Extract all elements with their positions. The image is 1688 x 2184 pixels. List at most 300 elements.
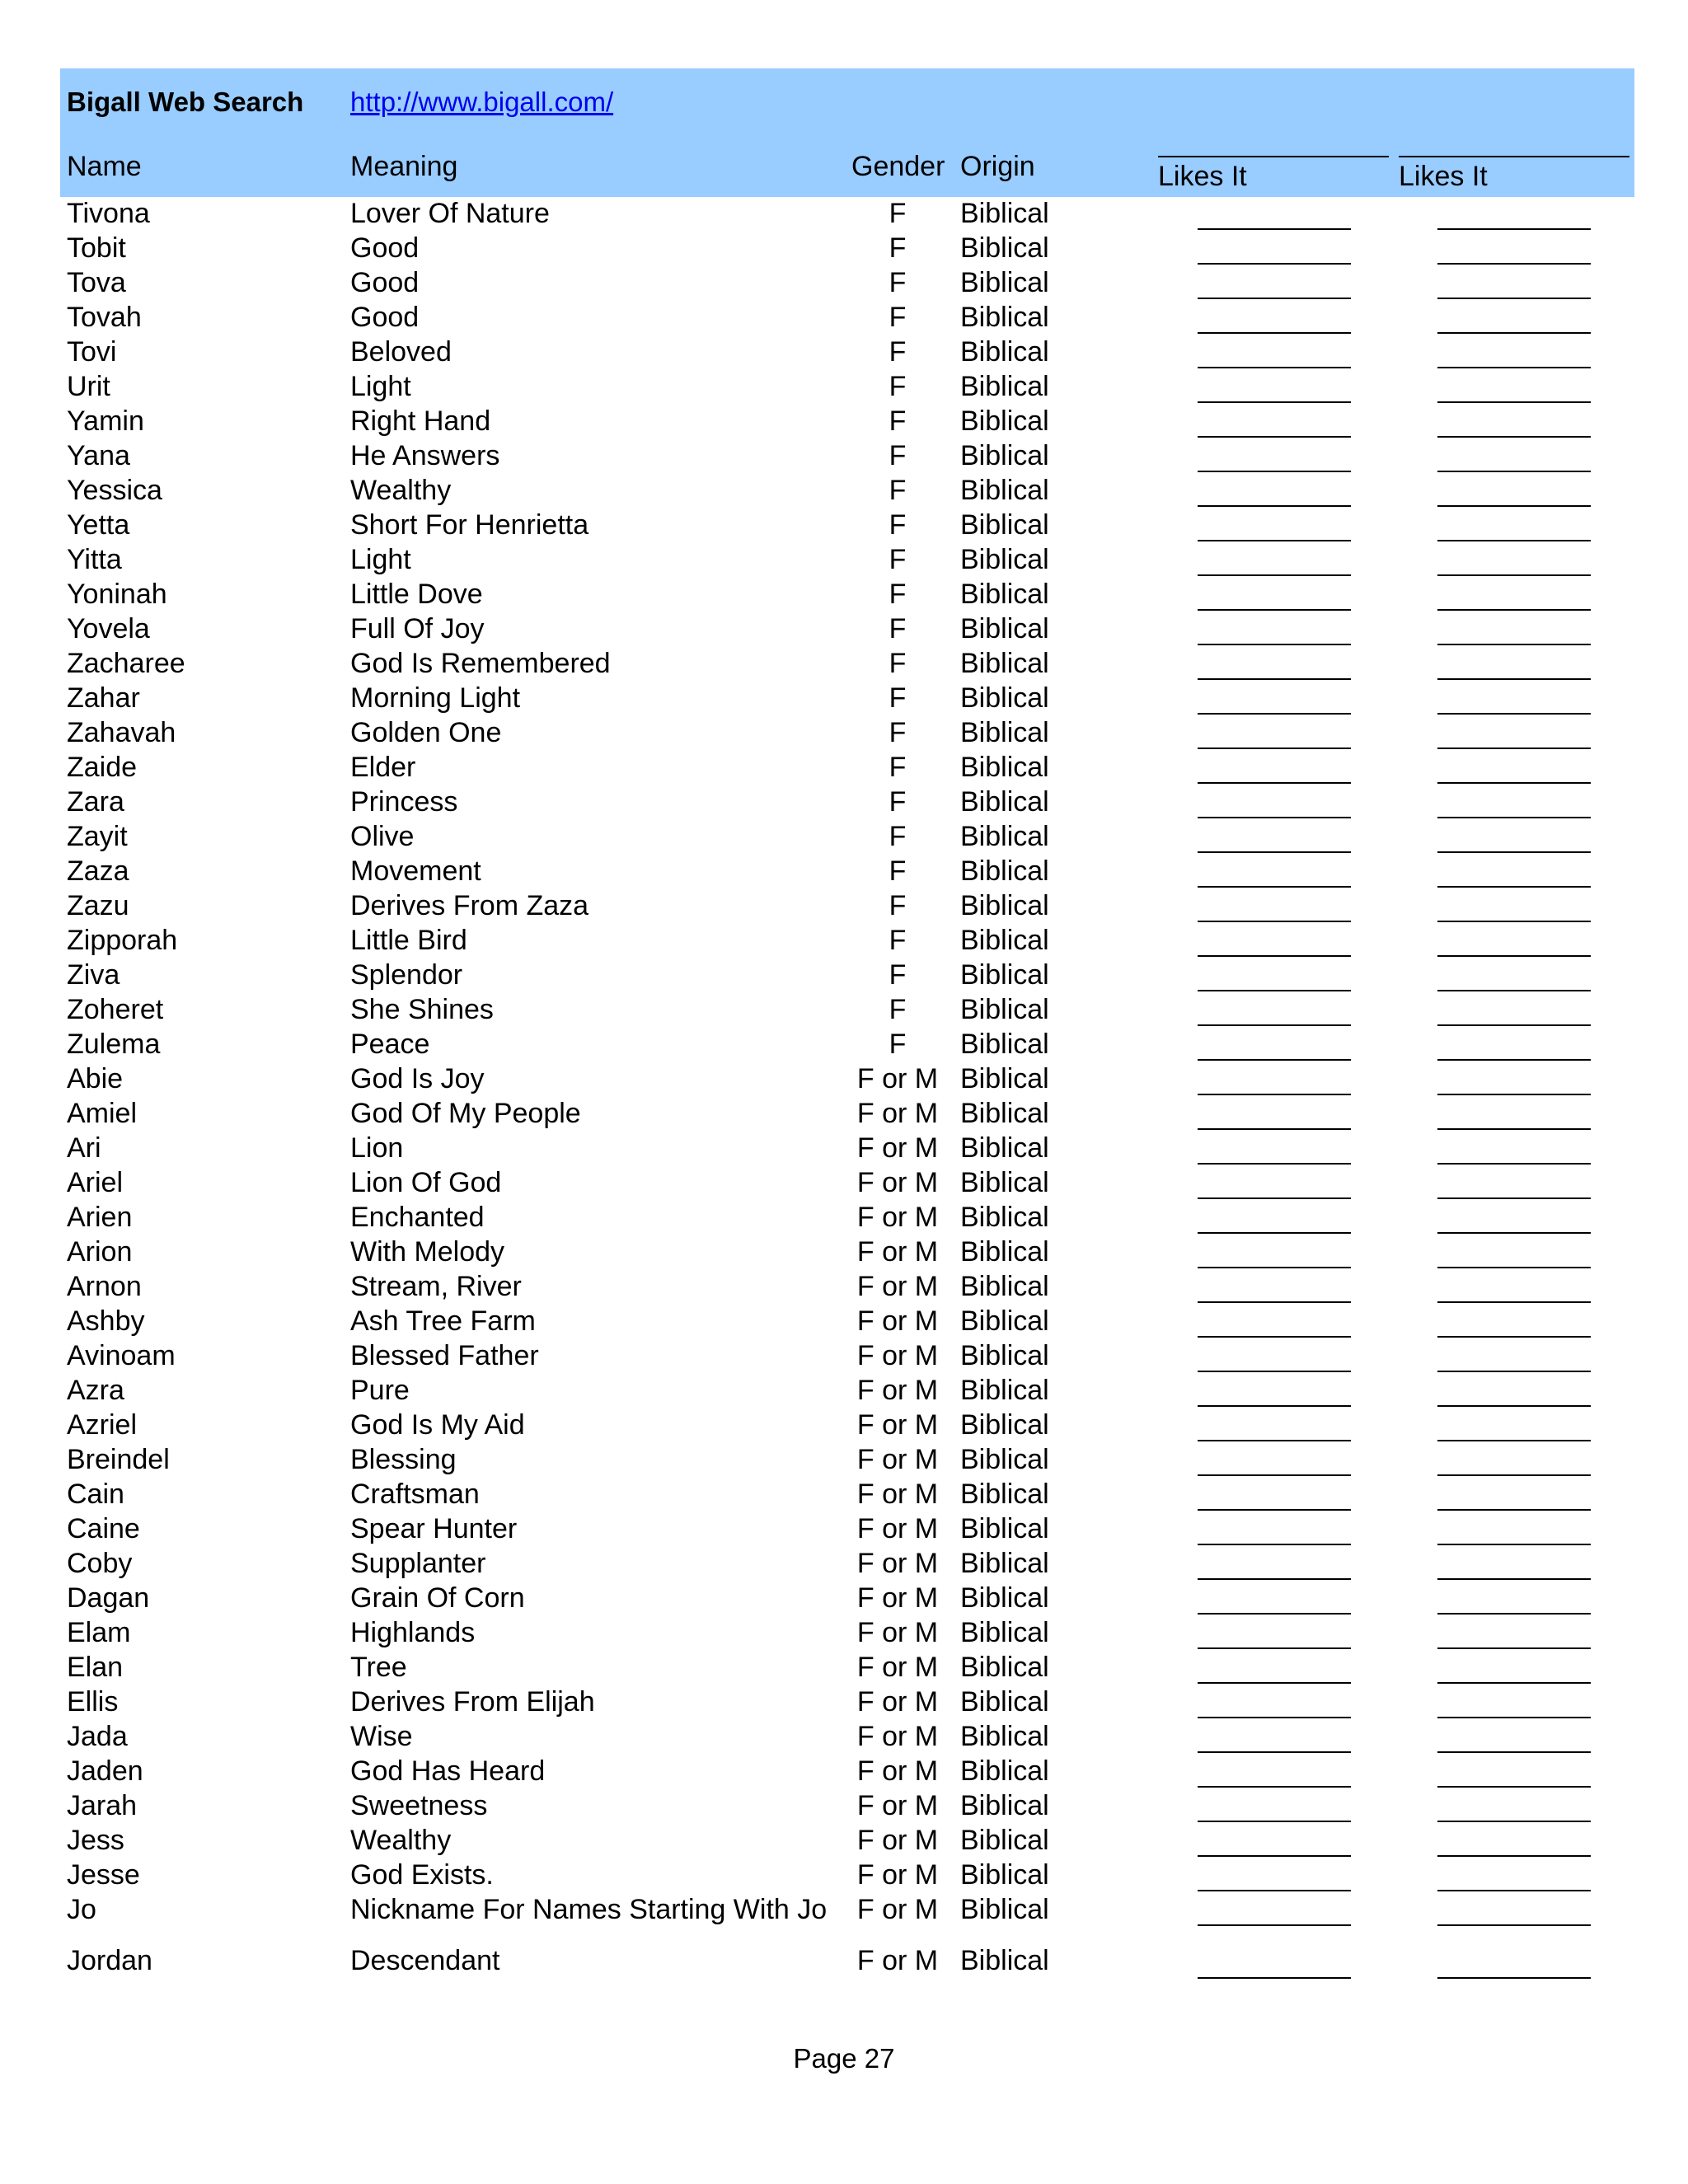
likes-it-blank-2[interactable]	[1437, 713, 1591, 715]
table-row	[60, 232, 1634, 266]
likes-it-blank-2[interactable]	[1437, 263, 1591, 265]
likes-it-blank-2[interactable]	[1437, 574, 1591, 576]
likes-it-blank-2[interactable]	[1437, 367, 1591, 368]
name-cell: Coby	[67, 1548, 133, 1579]
meaning-cell: Lover Of Nature	[350, 198, 550, 229]
page-number: Page 27	[793, 2043, 895, 2074]
meaning-cell: Nickname For Names Starting With Jo	[350, 1894, 828, 1925]
site-link[interactable]: http://www.bigall.com/	[350, 87, 614, 117]
name-cell: Yana	[67, 440, 130, 471]
gender-cell: F	[889, 544, 907, 575]
origin-cell: Biblical	[960, 1305, 1049, 1337]
table-row	[60, 578, 1634, 612]
likes-it-blank-1[interactable]	[1198, 1197, 1351, 1199]
meaning-cell: Short For Henrietta	[350, 509, 589, 541]
likes-it-blank-1[interactable]	[1198, 955, 1351, 957]
likes-it-blank-1[interactable]	[1198, 1405, 1351, 1407]
likes-it-blank-2[interactable]	[1437, 1890, 1591, 1891]
name-cell: Tovah	[67, 302, 142, 333]
origin-cell: Biblical	[960, 1721, 1049, 1752]
likes-it-blank-1[interactable]	[1198, 1786, 1351, 1788]
likes-it-blank-1[interactable]	[1198, 713, 1351, 715]
gender-cell: F or M	[856, 1894, 939, 1925]
meaning-cell: Right Hand	[350, 405, 491, 437]
name-cell: Breindel	[67, 1444, 170, 1475]
origin-cell: Biblical	[960, 959, 1049, 991]
gender-cell: F	[889, 959, 907, 991]
table-row	[60, 889, 1634, 924]
origin-cell: Biblical	[960, 1652, 1049, 1683]
name-cell: Ari	[67, 1132, 101, 1164]
table-row	[60, 1132, 1634, 1166]
table-row	[60, 1789, 1634, 1824]
meaning-cell: Olive	[350, 821, 415, 852]
table-row	[60, 1547, 1634, 1582]
likes-it-blank-1[interactable]	[1198, 886, 1351, 888]
likes-it-blank-1[interactable]	[1198, 921, 1351, 922]
meaning-cell: Wise	[350, 1721, 413, 1752]
origin-cell: Biblical	[960, 1582, 1049, 1614]
origin-cell: Biblical	[960, 1340, 1049, 1371]
name-cell: Zayit	[67, 821, 128, 852]
origin-cell: Biblical	[960, 994, 1049, 1025]
likes-it-blank-1[interactable]	[1198, 1371, 1351, 1372]
table-row	[60, 1374, 1634, 1408]
meaning-cell: Sweetness	[350, 1790, 488, 1821]
origin-cell: Biblical	[960, 1202, 1049, 1233]
meaning-cell: Ash Tree Farm	[350, 1305, 536, 1337]
likes-it-blank-2[interactable]	[1437, 1509, 1591, 1511]
table-row	[60, 716, 1634, 751]
likes-it-blank-2[interactable]	[1437, 1267, 1591, 1268]
likes-it-blank-1[interactable]	[1198, 990, 1351, 991]
meaning-cell: God Exists.	[350, 1859, 494, 1891]
meaning-cell: Good	[350, 302, 420, 333]
likes-it-blank-1[interactable]	[1198, 436, 1351, 438]
gender-cell: F or M	[856, 1825, 939, 1856]
origin-cell: Biblical	[960, 371, 1049, 402]
name-cell: Amiel	[67, 1098, 138, 1129]
gender-cell: F or M	[856, 1686, 939, 1718]
likes-it-blank-1[interactable]	[1198, 678, 1351, 680]
table-row	[60, 1685, 1634, 1720]
likes-it-blank-2[interactable]	[1437, 955, 1591, 957]
origin-cell: Biblical	[960, 1409, 1049, 1441]
likes-it-blank-2[interactable]	[1437, 1821, 1591, 1822]
likes-it-blank-1[interactable]	[1198, 228, 1351, 230]
column-header-meaning: Meaning	[350, 151, 458, 182]
likes-it-blank-1[interactable]	[1198, 1440, 1351, 1441]
gender-cell: F	[889, 890, 907, 921]
meaning-cell: Blessing	[350, 1444, 457, 1475]
likes-it-blank-1[interactable]	[1198, 644, 1351, 645]
likes-it-blank-1[interactable]	[1198, 1821, 1351, 1822]
name-cell: Elan	[67, 1652, 124, 1683]
likes-it-blank-2[interactable]	[1437, 921, 1591, 922]
table-row	[60, 958, 1634, 993]
meaning-cell: Light	[350, 371, 411, 402]
gender-cell: F	[889, 232, 907, 264]
name-cell: Caine	[67, 1513, 140, 1544]
gender-cell: F or M	[856, 1790, 939, 1821]
likes-it-blank-2[interactable]	[1437, 1371, 1591, 1372]
site-title: Bigall Web Search	[67, 87, 304, 117]
meaning-cell: Golden One	[350, 717, 502, 748]
name-cell: Yoninah	[67, 579, 167, 610]
origin-cell: Biblical	[960, 544, 1049, 575]
likes-it-blank-2[interactable]	[1437, 1440, 1591, 1441]
table-row	[60, 1478, 1634, 1512]
meaning-cell: Derives From Zaza	[350, 890, 589, 921]
gender-cell: F	[889, 475, 907, 506]
likes-it-blank-2[interactable]	[1437, 1751, 1591, 1753]
gender-cell: F or M	[856, 1859, 939, 1891]
likes-it-blank-2[interactable]	[1437, 401, 1591, 403]
meaning-cell: Good	[350, 232, 420, 264]
gender-cell: F	[889, 440, 907, 471]
name-cell: Zahar	[67, 682, 140, 714]
likes-it-blank-2[interactable]	[1437, 1717, 1591, 1718]
gender-cell: F or M	[856, 1945, 939, 1976]
meaning-cell: Descendant	[350, 1945, 500, 1976]
likes-it-blank-2[interactable]	[1437, 1301, 1591, 1303]
meaning-cell: Highlands	[350, 1617, 476, 1648]
likes-it-blank-2[interactable]	[1437, 471, 1591, 472]
likes-it-blank-1[interactable]	[1198, 505, 1351, 507]
likes-it-blank-1[interactable]	[1198, 401, 1351, 403]
name-cell: Zacharee	[67, 648, 185, 679]
gender-cell: F	[889, 717, 907, 748]
meaning-cell: Movement	[350, 855, 481, 887]
meaning-cell: Peace	[350, 1029, 430, 1060]
name-cell: Ashby	[67, 1305, 145, 1337]
likes-it-blank-2[interactable]	[1437, 748, 1591, 749]
likes-it-blank-1[interactable]	[1198, 1855, 1351, 1857]
gender-cell: F	[889, 613, 907, 644]
gender-cell: F or M	[856, 1721, 939, 1752]
gender-cell: F	[889, 925, 907, 956]
gender-cell: F or M	[856, 1409, 939, 1441]
gender-cell: F	[889, 821, 907, 852]
likes-it-blank-1[interactable]	[1198, 782, 1351, 784]
likes-it-blank-1[interactable]	[1198, 574, 1351, 576]
likes-it-blank-2[interactable]	[1437, 1647, 1591, 1649]
gender-cell: F or M	[856, 1236, 939, 1268]
meaning-cell: Enchanted	[350, 1202, 485, 1233]
likes-it-blank-2[interactable]	[1437, 540, 1591, 541]
column-header-likes-2: Likes It	[1399, 156, 1629, 193]
origin-cell: Biblical	[960, 855, 1049, 887]
likes-it-blank-1[interactable]	[1198, 1267, 1351, 1268]
table-row	[60, 820, 1634, 855]
gender-cell: F	[889, 336, 907, 368]
name-cell: Avinoam	[67, 1340, 176, 1371]
origin-cell: Biblical	[960, 613, 1049, 644]
origin-cell: Biblical	[960, 267, 1049, 298]
name-cell: Zahavah	[67, 717, 176, 748]
likes-it-blank-2[interactable]	[1437, 1613, 1591, 1615]
likes-it-blank-2[interactable]	[1437, 436, 1591, 438]
name-cell: Azra	[67, 1375, 124, 1406]
table-row	[60, 1408, 1634, 1443]
origin-cell: Biblical	[960, 336, 1049, 368]
table-row	[60, 1097, 1634, 1132]
likes-it-blank-2[interactable]	[1437, 678, 1591, 680]
likes-it-blank-1[interactable]	[1198, 1301, 1351, 1303]
likes-it-blank-1[interactable]	[1198, 1717, 1351, 1718]
origin-cell: Biblical	[960, 198, 1049, 229]
likes-it-blank-2[interactable]	[1437, 1682, 1591, 1684]
gender-cell: F	[889, 302, 907, 333]
origin-cell: Biblical	[960, 1617, 1049, 1648]
origin-cell: Biblical	[960, 232, 1049, 264]
likes-it-blank-2[interactable]	[1437, 782, 1591, 784]
likes-it-blank-2[interactable]	[1437, 1197, 1591, 1199]
table-row	[60, 1893, 1634, 1928]
gender-cell: F or M	[856, 1513, 939, 1544]
likes-it-blank-1[interactable]	[1198, 1544, 1351, 1545]
likes-it-blank-1[interactable]	[1198, 1509, 1351, 1511]
origin-cell: Biblical	[960, 1548, 1049, 1579]
gender-cell: F or M	[856, 1167, 939, 1198]
likes-it-blank-2[interactable]	[1437, 1094, 1591, 1095]
likes-it-blank-2[interactable]	[1437, 228, 1591, 230]
name-cell: Dagan	[67, 1582, 150, 1614]
origin-cell: Biblical	[960, 1755, 1049, 1787]
table-row	[60, 1858, 1634, 1893]
meaning-cell: Craftsman	[350, 1479, 480, 1510]
likes-it-blank-1[interactable]	[1198, 1024, 1351, 1026]
likes-it-blank-1[interactable]	[1198, 1094, 1351, 1095]
column-header-name: Name	[67, 151, 142, 182]
likes-it-blank-2[interactable]	[1437, 609, 1591, 611]
origin-cell: Biblical	[960, 648, 1049, 679]
likes-it-blank-2[interactable]	[1437, 1232, 1591, 1234]
meaning-cell: Full Of Joy	[350, 613, 485, 644]
origin-cell: Biblical	[960, 1375, 1049, 1406]
gender-cell: F	[889, 855, 907, 887]
gender-cell: F or M	[856, 1617, 939, 1648]
table-row	[60, 301, 1634, 335]
gender-cell: F or M	[856, 1305, 939, 1337]
meaning-cell: Wealthy	[350, 1825, 452, 1856]
likes-it-blank-2[interactable]	[1437, 644, 1591, 645]
likes-it-blank-2[interactable]	[1437, 886, 1591, 888]
gender-cell: F or M	[856, 1340, 939, 1371]
likes-it-blank-1[interactable]	[1198, 1163, 1351, 1165]
likes-it-blank-2[interactable]	[1437, 1128, 1591, 1130]
meaning-cell: Blessed Father	[350, 1340, 539, 1371]
likes-it-blank-2[interactable]	[1437, 1405, 1591, 1407]
gender-cell: F	[889, 198, 907, 229]
origin-cell: Biblical	[960, 475, 1049, 506]
likes-it-blank-2[interactable]	[1437, 1474, 1591, 1476]
table-row	[60, 924, 1634, 958]
name-cell: Arien	[67, 1202, 133, 1233]
meaning-cell: Little Bird	[350, 925, 467, 956]
meaning-cell: God Is Remembered	[350, 648, 611, 679]
gender-cell: F	[889, 994, 907, 1025]
likes-it-blank-1[interactable]	[1198, 540, 1351, 541]
table-row	[60, 1512, 1634, 1547]
name-cell: Yamin	[67, 405, 144, 437]
likes-it-blank-1[interactable]	[1198, 1474, 1351, 1476]
likes-it-blank-2[interactable]	[1437, 1786, 1591, 1788]
meaning-cell: Grain Of Corn	[350, 1582, 525, 1614]
likes-it-blank-2[interactable]	[1437, 1336, 1591, 1338]
likes-it-blank-1[interactable]	[1198, 1613, 1351, 1615]
likes-it-blank-1[interactable]	[1198, 748, 1351, 749]
likes-it-blank-2[interactable]	[1437, 1578, 1591, 1580]
table-row	[60, 682, 1634, 716]
table-row	[60, 266, 1634, 301]
origin-cell: Biblical	[960, 1790, 1049, 1821]
name-cell: Elam	[67, 1617, 131, 1648]
meaning-cell: Light	[350, 544, 411, 575]
meaning-cell: Good	[350, 267, 420, 298]
gender-cell: F or M	[856, 1063, 939, 1094]
likes-it-blank-1[interactable]	[1198, 609, 1351, 611]
likes-it-blank-1[interactable]	[1198, 263, 1351, 265]
likes-it-blank-2[interactable]	[1437, 1163, 1591, 1165]
table-row	[60, 855, 1634, 889]
likes-it-blank-2[interactable]	[1437, 1977, 1591, 1979]
likes-it-blank-1[interactable]	[1198, 1232, 1351, 1234]
meaning-cell: God Has Heard	[350, 1755, 546, 1787]
gender-cell: F	[889, 1029, 907, 1060]
origin-cell: Biblical	[960, 1859, 1049, 1891]
likes-it-blank-1[interactable]	[1198, 817, 1351, 818]
meaning-cell: God Is My Aid	[350, 1409, 525, 1441]
likes-it-blank-1[interactable]	[1198, 298, 1351, 299]
likes-it-blank-2[interactable]	[1437, 298, 1591, 299]
name-cell: Jarah	[67, 1790, 138, 1821]
name-cell: Jesse	[67, 1859, 140, 1891]
name-cell: Zoheret	[67, 994, 164, 1025]
likes-it-blank-1[interactable]	[1198, 471, 1351, 472]
name-cell: Urit	[67, 371, 110, 402]
gender-cell: F or M	[856, 1271, 939, 1302]
origin-cell: Biblical	[960, 579, 1049, 610]
likes-it-blank-1[interactable]	[1198, 1977, 1351, 1979]
likes-it-blank-2[interactable]	[1437, 1544, 1591, 1545]
origin-cell: Biblical	[960, 302, 1049, 333]
name-cell: Tivona	[67, 198, 150, 229]
name-cell: Abie	[67, 1063, 124, 1094]
table-row	[60, 1720, 1634, 1755]
meaning-cell: Stream, River	[350, 1271, 522, 1302]
table-row	[60, 1166, 1634, 1201]
gender-cell: F or M	[856, 1444, 939, 1475]
likes-it-blank-2[interactable]	[1437, 1855, 1591, 1857]
meaning-cell: Derives From Elijah	[350, 1686, 595, 1718]
meaning-cell: She Shines	[350, 994, 494, 1025]
likes-it-blank-1[interactable]	[1198, 367, 1351, 368]
gender-cell: F	[889, 509, 907, 541]
likes-it-blank-1[interactable]	[1198, 1059, 1351, 1061]
table-row	[60, 785, 1634, 820]
table-row	[60, 370, 1634, 405]
name-cell: Zara	[67, 786, 124, 818]
table-row	[60, 612, 1634, 647]
name-cell: Zaza	[67, 855, 129, 887]
meaning-cell: Spear Hunter	[350, 1513, 518, 1544]
name-cell: Yovela	[67, 613, 150, 644]
table-row	[60, 405, 1634, 439]
table-row	[60, 1443, 1634, 1478]
meaning-cell: Beloved	[350, 336, 452, 368]
likes-it-blank-1[interactable]	[1198, 1647, 1351, 1649]
table-row	[60, 1582, 1634, 1616]
name-cell: Yetta	[67, 509, 130, 541]
gender-cell: F or M	[856, 1548, 939, 1579]
origin-cell: Biblical	[960, 1894, 1049, 1925]
meaning-cell: Little Dove	[350, 579, 483, 610]
name-cell: Jordan	[67, 1945, 152, 1976]
likes-it-blank-1[interactable]	[1198, 1924, 1351, 1926]
likes-it-blank-1[interactable]	[1198, 851, 1351, 853]
origin-cell: Biblical	[960, 440, 1049, 471]
table-row	[60, 1928, 1634, 1980]
gender-cell: F	[889, 648, 907, 679]
table-row	[60, 1616, 1634, 1651]
name-cell: Zazu	[67, 890, 129, 921]
likes-it-blank-2[interactable]	[1437, 851, 1591, 853]
gender-cell: F	[889, 682, 907, 714]
likes-it-blank-2[interactable]	[1437, 332, 1591, 334]
likes-it-blank-2[interactable]	[1437, 817, 1591, 818]
gender-cell: F or M	[856, 1582, 939, 1614]
likes-it-blank-2[interactable]	[1437, 1024, 1591, 1026]
meaning-cell: Wealthy	[350, 475, 452, 506]
table-row	[60, 1201, 1634, 1235]
table-row	[60, 543, 1634, 578]
origin-cell: Biblical	[960, 890, 1049, 921]
name-cell: Yessica	[67, 475, 162, 506]
name-cell: Zipporah	[67, 925, 178, 956]
likes-it-blank-1[interactable]	[1198, 1336, 1351, 1338]
table-row	[60, 1235, 1634, 1270]
meaning-cell: Lion	[350, 1132, 404, 1164]
table-row	[60, 439, 1634, 474]
gender-cell: F	[889, 752, 907, 783]
gender-cell: F	[889, 267, 907, 298]
origin-cell: Biblical	[960, 405, 1049, 437]
name-cell: Zulema	[67, 1029, 161, 1060]
likes-it-blank-1[interactable]	[1198, 1890, 1351, 1891]
meaning-cell: Supplanter	[350, 1548, 486, 1579]
likes-it-blank-2[interactable]	[1437, 990, 1591, 991]
likes-it-blank-1[interactable]	[1198, 332, 1351, 334]
gender-cell: F	[889, 786, 907, 818]
likes-it-blank-2[interactable]	[1437, 1924, 1591, 1926]
likes-it-blank-1[interactable]	[1198, 1682, 1351, 1684]
likes-it-blank-1[interactable]	[1198, 1128, 1351, 1130]
likes-it-blank-1[interactable]	[1198, 1578, 1351, 1580]
likes-it-blank-1[interactable]	[1198, 1751, 1351, 1753]
table-row	[60, 1339, 1634, 1374]
likes-it-blank-2[interactable]	[1437, 1059, 1591, 1061]
name-cell: Ellis	[67, 1686, 119, 1718]
table-row	[60, 1651, 1634, 1685]
origin-cell: Biblical	[960, 752, 1049, 783]
name-cell: Zaide	[67, 752, 138, 783]
name-cell: Jada	[67, 1721, 128, 1752]
name-cell: Arion	[67, 1236, 133, 1268]
origin-cell: Biblical	[960, 1029, 1049, 1060]
likes-it-blank-2[interactable]	[1437, 505, 1591, 507]
name-cell: Jaden	[67, 1755, 143, 1787]
